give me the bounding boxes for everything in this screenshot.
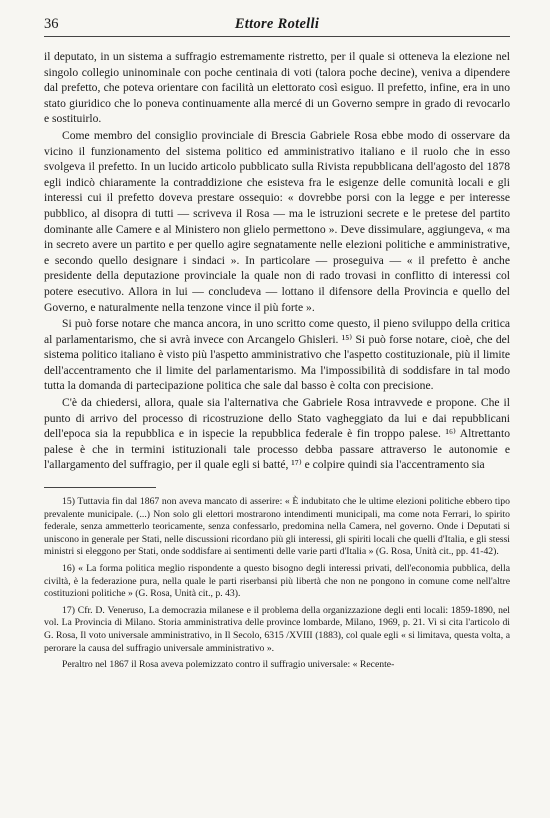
book-page <box>44 14 510 676</box>
running-header <box>44 14 510 37</box>
footnotes <box>44 496 510 672</box>
footnote-separator <box>44 487 156 488</box>
footnote-17: 17) Cfr. D. Veneruso, La democrazia milanese e il problema della organizzazione degli enti locali: 1859-1890, nel vol. La Provincia di Milano. Storia amministrativa delle province lombarde, Milano, 1969, p. 21. Vi si cita l'articolo di G. Rosa, Il voto universale amministrativo, in Il Secolo, 6315 /XVIII (1883), col quale egli « si limitava, questa volta, a perorare la causa del suffragio universale amministrativo ». <box>44 604 510 654</box>
main-text <box>44 49 510 473</box>
running-title: Ettore Rotelli <box>234 16 320 32</box>
body-paragraph-3: Si può forse notare che manca ancora, in uno scritto come questo, il pieno sviluppo della critica al parlamentarismo, che si avrà invece con Arcangelo Ghisleri. ¹⁵⁾ Si può forse notare, cioè, che del sistema politico italiano è visto più l'aspetto amministrativo che l'aspetto costituzionale, più il limite dell'accentramento che il limite del parlamentarismo. Ma l'impossibilità di soddisfare in tal modo tutta la domanda di partecipazione politica che sale dal basso è colta con precisione. <box>44 317 510 393</box>
footnote-continuation: Peraltro nel 1867 il Rosa aveva polemizzato contro il suffragio universale: « Recente- <box>62 659 395 671</box>
body-paragraph-2: Come membro del consiglio provinciale di Brescia Gabriele Rosa ebbe modo di osservare da vicino il funzionamento del sistema politico ed amministrativo italiano e il ruolo che in esso svolgeva il prefetto. In un lucido articolo pubblicato sulla Rivista repubblicana dell'agosto del 1878 egli indicò chiaramente la contraddizione che esisteva fra le esigenze delle comunità locali e gli interessi cui il prefetto doveva prestare ossequio: « dovrebbe porsi con la legge e per interesse pubblico, al disopra di tutti — scriveva il Rosa — ma le istruzioni secrete e le pretese del partito dominante alle Camere e al Ministero non glielo permettono ». Deve dissimulare, aggiungeva, « ma in secreto avere un partito e per quello agire segnatamente nelle elezioni politiche e amministrative, e secondo quello designare i sindaci ». In particolare — proseguiva — « il prefetto è anche presidente della deputazione provinciale la quale non di rado trovasi in conflitto di interessi col potere esecutivo. Allora in lui — concludeva — lottano il difensore della Provincia e quello del Governo, e naturalmente nella tenzone vince il più forte ». <box>44 128 510 314</box>
page-number: 36 <box>44 16 59 32</box>
footnote-16: 16) « La forma politica meglio rispondente a questo bisogno degli interessi privati, dell'economia pubblica, della civiltà, è la federazione pura, nella quale le parti riserbansi più libertà che non ne pongono in comune come nell'altre costituzioni politiche » (G. Rosa, Unità cit., p. 43). <box>44 563 510 600</box>
footnote-15: 15) Tuttavia fin dal 1867 non aveva mancato di asserire: « È indubitato che le ultime elezioni politiche ebbero tipo prevalente municipale. (...) Non solo gli elettori mostrarono intendimenti municipali, ma come nota Ferrari, lo spirito federale, senza ammetterlo teoricamente, senza confessarlo, predomina nella Camera, nel governo. Onde i Deputati si uniscono in generale per Stati, nelle discussioni ricordano più gli interessi, gli spiriti locali che quelli d'Italia, e gli stessi ministri si eleggono per Stati, onde soddisfare ai sentimenti delle varie parti d'Italia » (G. Rosa, Unità cit., pp. 41-42). <box>44 496 510 558</box>
body-paragraph-1: il deputato, in un sistema a suffragio estremamente ristretto, per il quale si otteneva la elezione nel singolo collegio uninominale con poche centinaia di voti (talora poche decine), veniva a dipendere dal prefetto, che poteva orientare con facilità un elettorato così esiguo. Il prefetto, infine, era in uno stato giuridico che lo poneva continuamente alla mercé di un Governo sempre in grado di revocarlo e sostituirlo. <box>44 50 510 126</box>
body-paragraph-4: C'è da chiedersi, allora, quale sia l'alternativa che Gabriele Rosa intravvede e propone. Che il punto di arrivo del processo di ricostruzione dello Stato vagheggiato da lui e dai repubblicani dell'epoca sia la repubblica e in ispecie la repubblica federale è fin troppo palese. ¹⁶⁾ Altrettanto palese è che in termini istituzionali tale processo debba passare attraverso le autonomie e l'allargamento del suffragio, per il quale egli si batté, ¹⁷⁾ e colpire quindi sia l'accentramento sia <box>44 396 510 472</box>
